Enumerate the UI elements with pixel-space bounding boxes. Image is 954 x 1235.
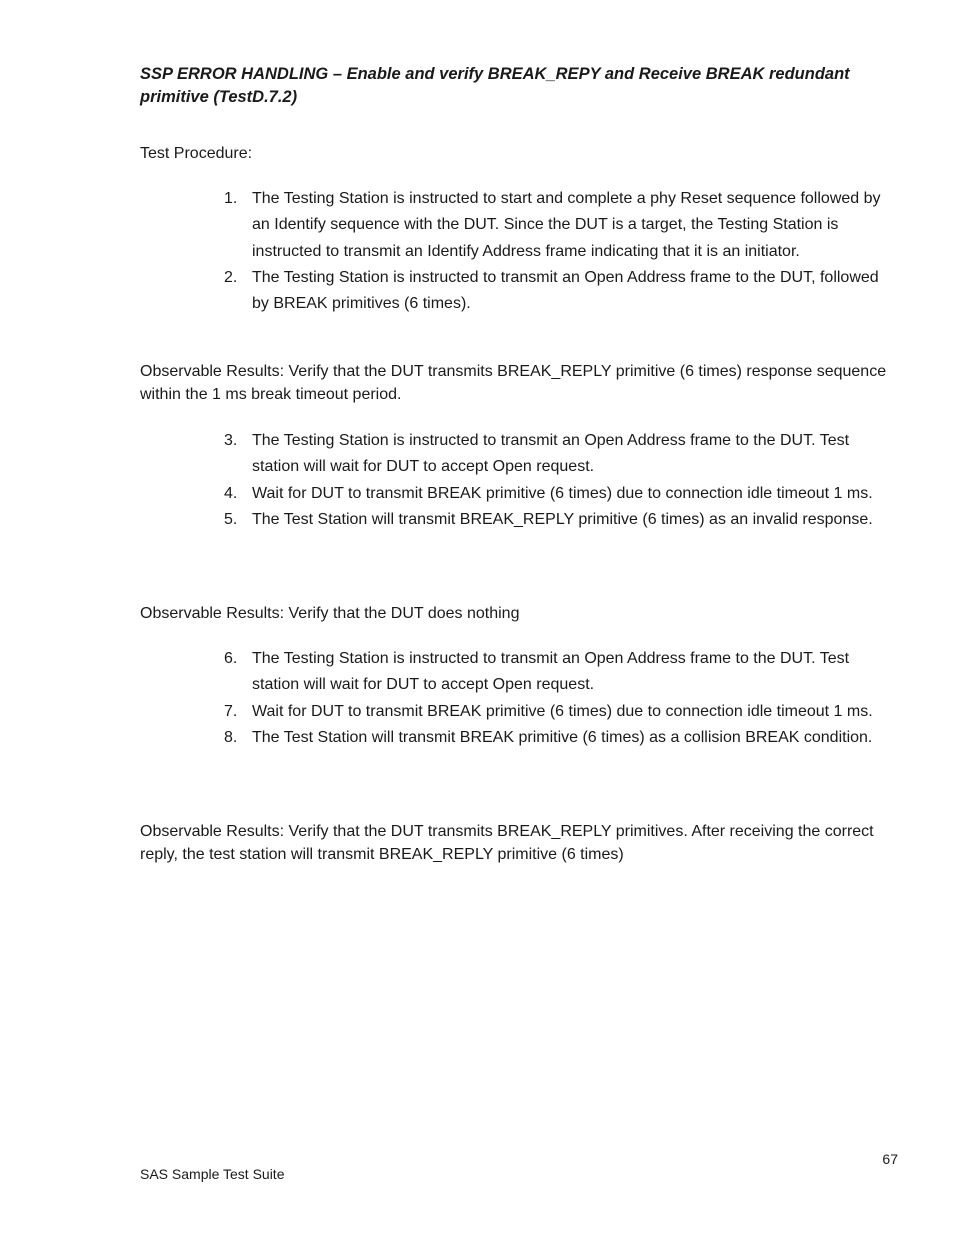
step-item <box>224 699 900 725</box>
step-list-2 <box>224 428 900 533</box>
step-text: Wait for DUT to transmit BREAK primitive (6 times) due to connection idle timeout 1 ms. <box>252 484 873 502</box>
section-title: SSP ERROR HANDLING – Enable and verify BREAK_REPY and Receive BREAK redundant primitive (TestD.7.2) <box>140 65 850 106</box>
step-list-1 <box>224 186 900 317</box>
step-number: 7. <box>224 702 238 720</box>
step-item <box>224 265 900 318</box>
step-number: 1. <box>224 190 238 207</box>
step-text: The Testing Station is instructed to transmit an Open Address frame to the DUT. Test station will wait for DUT to accept Open request. <box>252 650 850 694</box>
step-number: 4. <box>224 484 238 502</box>
step-number: 3. <box>224 432 238 449</box>
step-text: The Testing Station is instructed to transmit an Open Address frame to the DUT. Test station will wait for DUT to accept Open request. <box>252 432 850 476</box>
step-number: 5. <box>224 510 238 528</box>
step-text: Wait for DUT to transmit BREAK primitive (6 times) due to connection idle timeout 1 ms. <box>252 702 873 720</box>
observable-results-3: Observable Results: Verify that the DUT transmits BREAK_REPLY primitives. After receiving the correct reply, the test station will transmit BREAK_REPLY primitive (6 times) <box>140 823 874 863</box>
observable-results-1: Observable Results: Verify that the DUT transmits BREAK_REPLY primitive (6 times) response sequence within the 1 ms break timeout period. <box>140 363 887 403</box>
step-item <box>224 646 900 699</box>
step-number: 2. <box>224 268 238 286</box>
step-number: 6. <box>224 650 238 667</box>
footer-text: SAS Sample Test Suite <box>140 1166 285 1182</box>
step-item <box>224 481 900 507</box>
step-list-3 <box>224 646 900 751</box>
step-item <box>224 186 900 265</box>
observable-results-2: Observable Results: Verify that the DUT does nothing <box>140 605 520 622</box>
procedure-heading: Test Procedure: <box>140 145 253 162</box>
step-item <box>224 507 900 533</box>
page-number: 67 <box>882 1151 898 1167</box>
step-text: The Testing Station is instructed to start and complete a phy Reset sequence followed by an Identify sequence with the DUT. Since the DUT is a target, the Testing Station is instructed to transmit an Identify Address frame indicating that it is an initiator. <box>252 190 881 260</box>
step-item <box>224 428 900 481</box>
step-text: The Testing Station is instructed to transmit an Open Address frame to the DUT, followed by BREAK primitives (6 times). <box>252 268 879 313</box>
step-text: The Test Station will transmit BREAK primitive (6 times) as a collision BREAK condition. <box>252 728 873 746</box>
step-item <box>224 725 900 751</box>
step-number: 8. <box>224 728 238 746</box>
step-text: The Test Station will transmit BREAK_REPLY primitive (6 times) as an invalid response. <box>252 510 873 528</box>
